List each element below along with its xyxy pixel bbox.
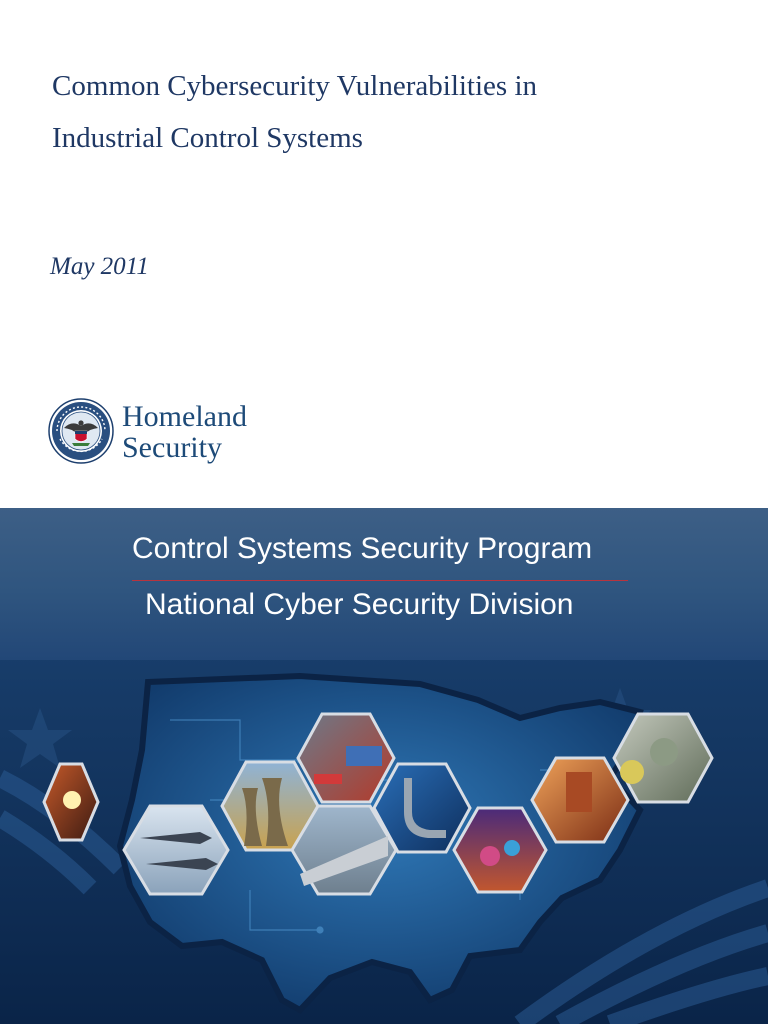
program-banner <box>0 508 768 1024</box>
document-title-line-2: Industrial Control Systems <box>52 122 363 154</box>
agency-name-line-1: Homeland <box>122 400 247 433</box>
agency-name-line-2: Security <box>122 431 222 464</box>
program-name: Control Systems Security Program <box>132 532 593 565</box>
publication-date: May 2011 <box>50 253 149 280</box>
agency-name <box>122 401 247 463</box>
dhs-seal-icon <box>48 398 114 464</box>
document-title <box>52 60 732 164</box>
agency-logo <box>48 398 288 470</box>
division-name: National Cyber Security Division <box>145 588 574 621</box>
document-title-line-1: Common Cybersecurity Vulnerabilities in <box>52 70 538 102</box>
program-title-band <box>0 508 768 660</box>
steel-mill-icon <box>44 764 98 840</box>
title-divider <box>132 580 628 581</box>
us-map-illustration <box>0 660 768 1024</box>
